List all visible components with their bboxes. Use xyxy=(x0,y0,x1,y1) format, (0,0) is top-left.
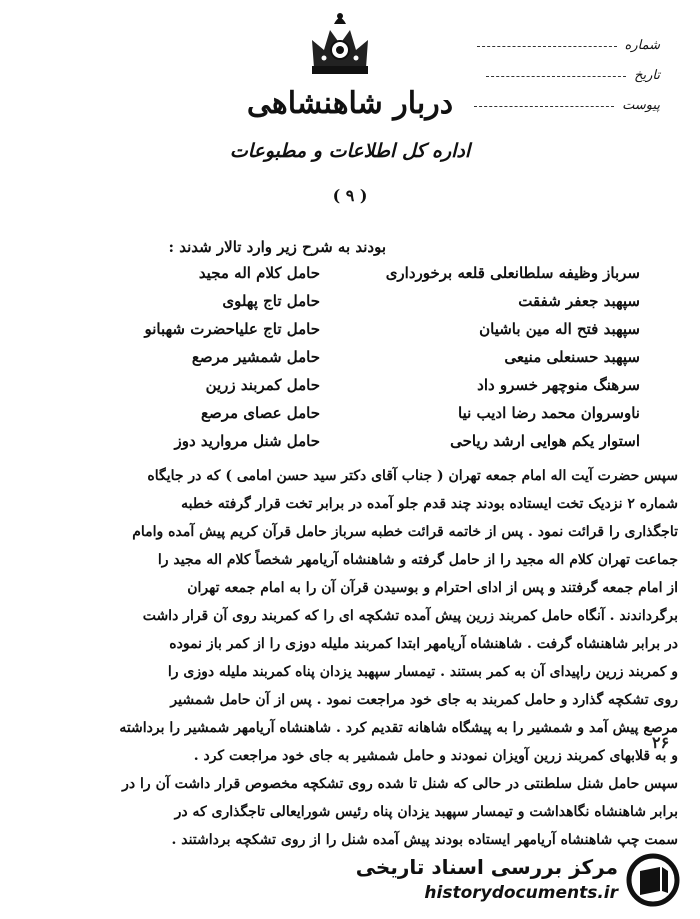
roster-officer: ناوسروان محمد رضا ادیب نیا xyxy=(458,404,640,422)
body-line: از امام جمعه گرفتند و پس از ادای احترام و بوسیدن قرآن آن را به امام جمعه تهران xyxy=(187,580,678,596)
watermark-url[interactable]: historydocuments.ir xyxy=(424,883,618,903)
roster-row xyxy=(40,348,640,376)
body-line: مرصع پیش آمد و شمشیر را به پیشگاه شاهانه تقدیم کرد . شاهنشاه آریامهر شمشیر را برداشته xyxy=(119,720,678,736)
roster-officer: استوار یکم هوایی ارشد ریاحی xyxy=(450,432,640,450)
meta-date-label: تاریخ xyxy=(634,68,660,83)
pahlavi-crown-emblem xyxy=(304,10,376,80)
roster-duty: حامل کمربند زرین xyxy=(205,376,320,394)
roster-duty: حامل تاج پهلوی xyxy=(222,292,320,310)
office-name: اداره کل اطلاعات و مطبوعات xyxy=(229,140,471,162)
body-line: سپس حضرت آیت اله امام جمعه تهران ( جناب آقای دکتر سید حسن امامی ) که در جایگاه xyxy=(147,468,678,484)
roster-row xyxy=(40,292,640,320)
intro-line: بودند به شرح زیر وارد تالار شدند : xyxy=(168,238,386,256)
meta-date-row xyxy=(486,68,660,83)
body-line: شماره ۲ نزدیک تخت ایستاده بودند چند قدم جلو آمده در برابر تخت قرار گرفته خطبه xyxy=(181,496,678,512)
margin-handwritten-number: ۲۶ xyxy=(652,733,670,752)
roster-row xyxy=(40,404,640,432)
meta-date-line xyxy=(486,75,626,77)
body-line: برگرداندند . آنگاه حامل کمربند زرین پیش آمده تشکچه ای را که کمربند روی آن قرار داشت xyxy=(142,608,678,624)
roster-officer: سپهبد حسنعلی منیعی xyxy=(504,348,640,366)
roster-duty: حامل عصای مرصع xyxy=(201,404,320,422)
roster-row xyxy=(40,320,640,348)
meta-attachment-label: پیوست xyxy=(622,98,660,113)
roster-duty: حامل شنل مروارید دوز xyxy=(174,432,320,450)
roster-duty: حامل شمشیر مرصع xyxy=(191,348,320,366)
roster-row xyxy=(40,264,640,292)
roster-officer: سرهنگ منوچهر خسرو داد xyxy=(477,376,640,394)
watermark-org-name: مرکز بررسی اسناد تاریخی xyxy=(355,855,618,879)
watermark xyxy=(355,849,680,911)
meta-number-row xyxy=(477,38,660,53)
meta-number-line xyxy=(477,45,617,47)
archive-logo-icon xyxy=(626,853,680,907)
body-line: سمت چپ شاهنشاه آریامهر ایستاده بودند پیش آمده شنل را از روی تشکچه برداشتند . xyxy=(171,832,678,848)
body-line: و به قلابهای کمربند زرین آویزان نمودند و حامل شمشیر به جای خود مراجعت کرد . xyxy=(193,748,678,764)
roster-officer: سپهبد جعفر شفقت xyxy=(518,292,640,310)
body-line: برابر شاهنشاه نگاهداشت و تیمسار سپهبد یزدان پناه رئیس شورایعالی تاجگذاری که در xyxy=(174,804,678,820)
body-line: در برابر شاهنشاه گرفت . شاهنشاه آریامهر ابتدا کمربند ملیله دوزی را از کمر باز نموده xyxy=(169,636,678,652)
body-line: روی تشکچه گذارد و حامل کمربند به جای خود مراجعت نمود . پس از آن حامل شمشیر xyxy=(170,692,678,708)
body-line: سپس حامل شنل سلطنتی در حالی که شنل تا شده روی تشکچه مخصوص قرار داشت آن را در xyxy=(122,776,678,792)
ceremony-narrative xyxy=(48,462,678,854)
roster-row xyxy=(40,376,640,404)
roster-row xyxy=(40,432,640,460)
roster-officer: سپهبد فتح اله مین باشیان xyxy=(479,320,640,338)
roster-duty: حامل کلام اله مجید xyxy=(198,264,320,282)
court-title: دربار شاهنشاهی xyxy=(246,86,454,121)
body-line: جماعت تهران کلام اله مجید را از حامل گرفته و شاهنشاه آریامهر شخصاً کلام اله مجید را xyxy=(157,552,678,568)
page-number: ( ۹ ) xyxy=(332,186,368,205)
body-line: و کمربند زرین راپیدای آن به کمر بستند . تیمسار سپهبد یزدان پناه کمربند ملیله دوزی را xyxy=(167,664,678,680)
roster-duty: حامل تاج علیاحضرت شهبانو xyxy=(144,320,320,338)
body-line: تاجگذاری را قرائت نمود . پس از خاتمه قرائت خطبه سرباز حامل قرآن کریم پیش آمده وامام xyxy=(132,524,678,540)
roster-officer: سرباز وظیفه سلطانعلی قلعه برخورداری xyxy=(385,264,640,282)
meta-number-label: شماره xyxy=(624,38,660,53)
